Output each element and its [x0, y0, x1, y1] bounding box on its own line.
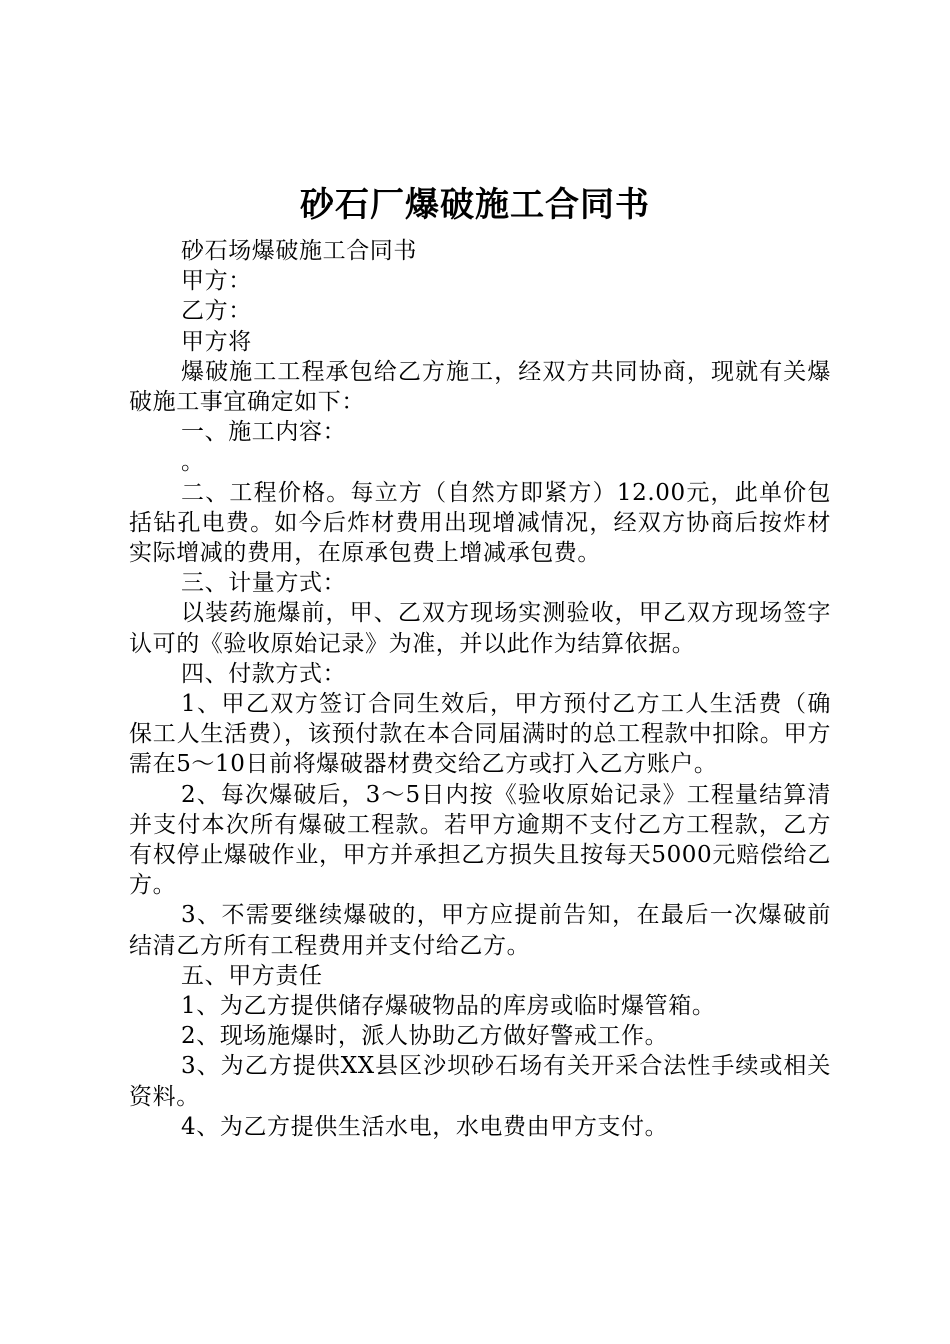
section-heading-measurement: 三、计量方式： — [181, 570, 347, 597]
paragraph-payment-3: 3、不需要继续爆破的，甲方应提前告知，在最后一次爆破前结清乙方所有工程费用并支付给乙方。 — [129, 902, 831, 959]
paragraph-content-blank: 。 — [181, 449, 205, 476]
section-heading-party-a-duties: 五、甲方责任 — [181, 962, 323, 989]
section-heading-payment: 四、付款方式： — [181, 660, 347, 687]
paragraph-measurement: 以装药施爆前，甲、乙双方现场实测验收，甲乙双方现场签字认可的《验收原始记录》为准，并以此作为结算依据。 — [129, 600, 831, 657]
section-heading-content: 一、施工内容： — [181, 419, 347, 446]
paragraph-duty-3: 3、为乙方提供XX县区沙坝砂石场有关开采合法性手续或相关资料。 — [129, 1053, 831, 1110]
paragraph-contract-scope: 爆破施工工程承包给乙方施工，经双方共同协商，现就有关爆破施工事宜确定如下： — [129, 358, 831, 416]
document-body — [129, 236, 831, 1142]
paragraph-payment-1: 1、甲乙双方签订合同生效后，甲方预付乙方工人生活费（确保工人生活费），该预付款在本合同届满时的总工程款中扣除。甲方需在5～10日前将爆破器材费交给乙方或打入乙方账户。 — [129, 691, 831, 778]
paragraph-payment-2: 2、每次爆破后，3～5日内按《验收原始记录》工程量结算清并支付本次所有爆破工程款。若甲方逾期不支付乙方工程款，乙方有权停止爆破作业，甲方并承担乙方损失且按每天5000元赔偿给乙方。 — [129, 781, 831, 899]
paragraph-party-a: 甲方： — [181, 268, 252, 295]
paragraph-party-a-intro: 甲方将 — [181, 328, 252, 355]
paragraph-party-b: 乙方： — [181, 298, 252, 325]
paragraph-subtitle: 砂石场爆破施工合同书 — [181, 238, 417, 264]
paragraph-duty-1: 1、为乙方提供储存爆破物品的库房或临时爆管箱。 — [181, 993, 716, 1020]
paragraph-duty-2: 2、现场施爆时，派人协助乙方做好警戒工作。 — [181, 1023, 669, 1050]
paragraph-duty-4: 4、为乙方提供生活水电，水电费由甲方支付。 — [181, 1113, 669, 1140]
paragraph-price: 二、工程价格。每立方（自然方即紧方）12.00元，此单价包括钻孔电费。如今后炸材费用出现增减情况，经双方协商后按炸材实际增减的费用，在原承包费上增减承包费。 — [129, 479, 831, 567]
document-title: 砂石厂爆破施工合同书 — [300, 185, 650, 225]
